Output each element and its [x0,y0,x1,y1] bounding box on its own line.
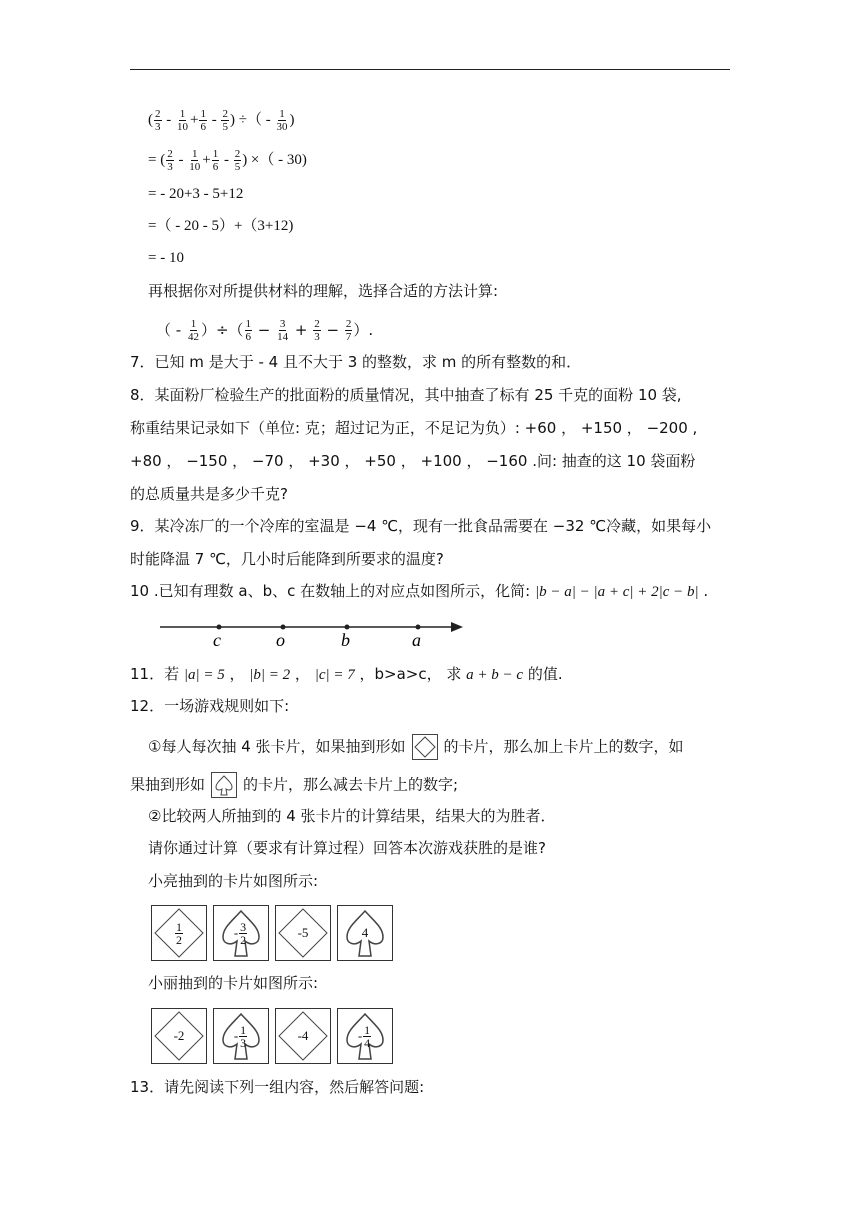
number-line-arrow [451,622,463,632]
card-diamond: -5 [275,905,331,961]
question-13: 13．请先阅读下列一组内容，然后解答问题: [130,1078,425,1096]
label-a: a [412,630,421,650]
calc-task: （ - $\frac{1}{42}$ ）÷（ $\frac{1}{6}$ − $\frac{3}{14}$ + $\frac{2}{3}$ − $\frac{2}{7}$ ）. [156,318,374,343]
ask-text: 请你通过计算（要求有计算过程）回答本次游戏获胜的是谁? [148,839,546,857]
diamond-card-icon [412,734,438,760]
xiaoliang-cards [151,905,393,961]
instruction-text: 再根据你对所提供材料的理解，选择合适的方法计算: [148,282,499,300]
question-8-line2: 称重结果记录如下（单位: 克；超过记为正，不足记为负）: +60 ， +150 ， −200 , [130,419,698,437]
card-spade: - 3 2 [213,905,269,961]
calc-line-3: = - 20+3 - 5+12 [148,186,244,202]
label-o: o [276,630,285,650]
card-diamond: 1 2 [151,905,207,961]
xiaoli-cards [151,1008,393,1064]
question-11: 11．若 |a| = 5 ， |b| = 2 ， |c| = 7 ，b>a>c， 求 a + b − c 的值. [130,665,563,683]
card-spade: - 1 3 [213,1008,269,1064]
point-c [217,625,222,630]
card-spade: 4 [337,905,393,961]
point-a [416,625,421,630]
header-rule [130,69,730,70]
card-diamond: -2 [151,1008,207,1064]
calc-line-5: = - 10 [148,250,184,266]
rule-1-line2: 果抽到形如 的卡片，那么减去卡片上的数字; [130,772,458,798]
spade-card-icon [211,772,237,798]
question-8-line4: 的总质量共是多少千克? [130,485,288,503]
rule-1-line1: ①每人每次抽 4 张卡片，如果抽到形如 的卡片，那么加上卡片上的数字，如 [148,734,684,760]
calc-line-1: ( $\frac{2}{3}$ - $\frac{1}{10}$ + $\frac{1}{6}$ - $\frac{2}{5}$ ) ÷（ - $\frac{1}{30}$ ) [148,108,295,133]
label-b: b [341,630,350,650]
xiaoliang-label: 小亮抽到的卡片如图所示: [148,872,319,890]
xiaoli-label: 小丽抽到的卡片如图所示: [148,974,319,992]
question-8-line1: 8．某面粉厂检验生产的批面粉的质量情况，其中抽查了标有 25 千克的面粉 10 袋, [130,386,682,404]
label-c: c [213,630,221,650]
number-line [155,612,475,652]
question-9-line2: 时能降温 7 ℃，几小时后能降到所要求的温度? [130,550,444,568]
point-b [345,625,350,630]
point-o [281,625,286,630]
card-diamond: -4 [275,1008,331,1064]
question-10: 10 .已知有理数 a、b、c 在数轴上的对应点如图所示，化简: |b − a| − |a + c| + 2|c − b| . [130,582,709,600]
question-8-line3: +80 ， −150 ， −70 ， +30 ， +50 ， +100 ， −160 .问: 抽查的这 10 袋面粉 [130,452,696,470]
card-spade: - 1 4 [337,1008,393,1064]
calc-line-4: =（ - 20 - 5）+（3+12) [148,218,294,234]
question-7: 7．已知 m 是大于 - 4 且不大于 3 的整数，求 m 的所有整数的和． [130,353,582,371]
question-9-line1: 9．某冷冻厂的一个冷库的室温是 −4 ℃，现有一批食品需要在 −32 ℃冷藏，如果每小 [130,517,712,535]
question-12: 12．一场游戏规则如下: [130,697,290,715]
rule-2: ②比较两人所抽到的 4 张卡片的计算结果，结果大的为胜者． [148,807,556,825]
calc-line-2: = ( $\frac{2}{3}$ - $\frac{1}{10}$ + $\frac{1}{6}$ - $\frac{2}{5}$ ) ×（ - 30) [148,148,307,173]
